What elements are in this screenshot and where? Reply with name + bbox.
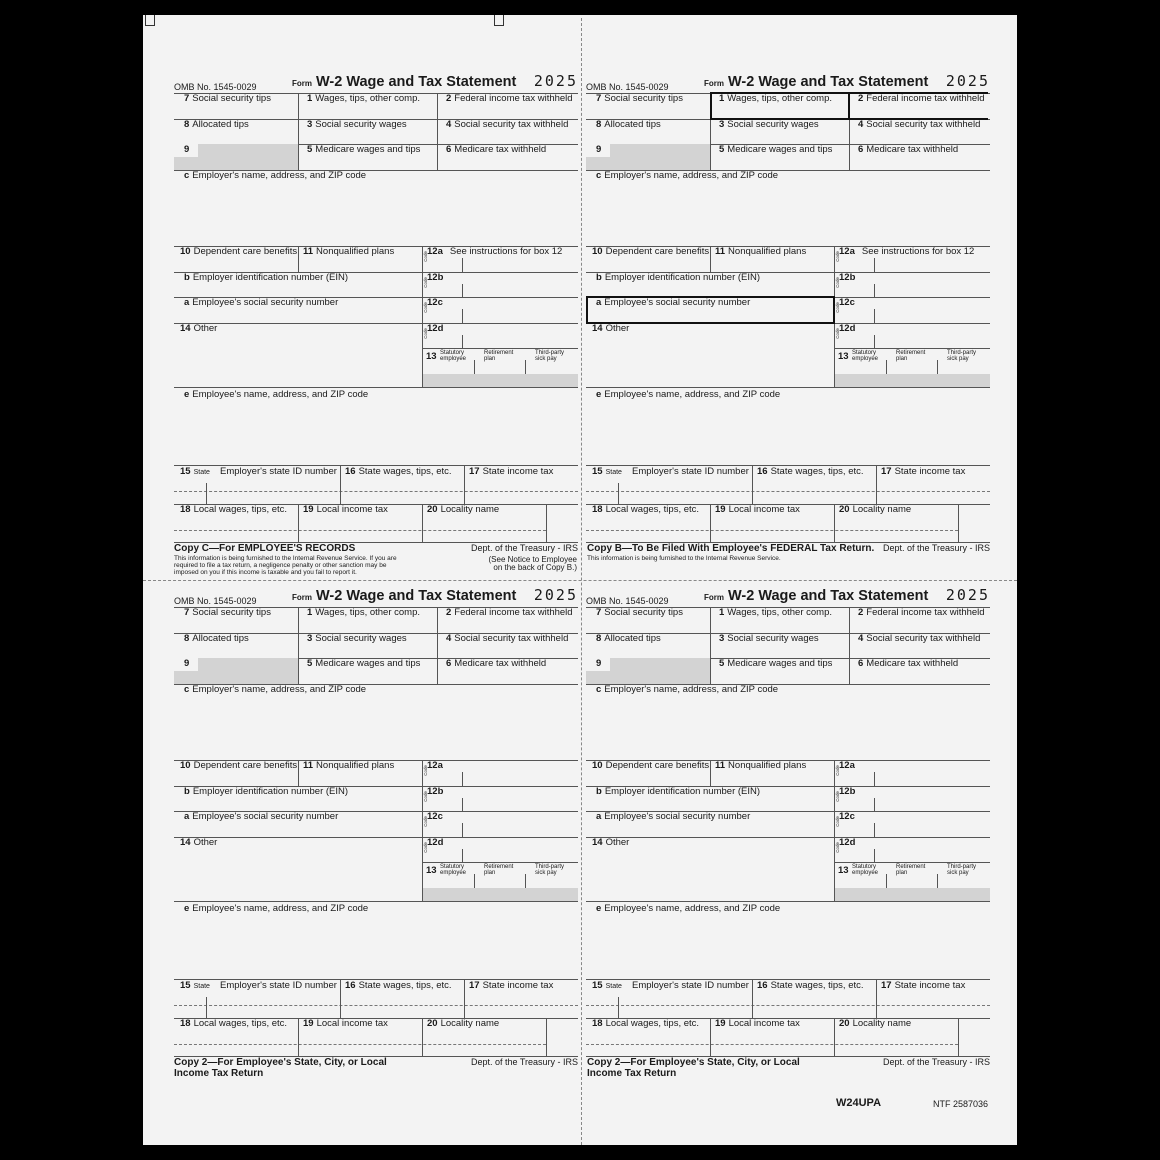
box-12d[interactable]: 12d [427,837,444,848]
box-13: 13 [838,865,849,876]
horizontal-perforation [143,580,1017,581]
box-8-allocated-tips[interactable]: 8 Allocated tips [596,119,661,130]
box-13-statutory-employee-checkbox[interactable]: Statutory employee [440,864,467,876]
box-15-employer-state-id[interactable]: Employer's state ID number [632,980,749,991]
box-e-employee-name-address[interactable]: e Employee's name, address, and ZIP code [184,903,369,914]
box-10-dependent-care[interactable]: 10 Dependent care benefits [592,246,710,257]
copy-b-federal [586,72,990,578]
box-a-employee-ssn[interactable]: a Employee's social security number [184,811,339,822]
box-19-local-income-tax[interactable]: 19 Local income tax [303,504,388,515]
code-label: Code [835,791,840,802]
ntf-number: NTF 2587036 [933,1099,989,1109]
box-2-federal-tax-withheld[interactable]: 2 Federal income tax withheld [446,93,573,104]
copy-c-fine-2: required to file a tax return, a negligence penalty or other sanction may be [174,562,387,569]
box-13-shade [835,888,990,901]
box-7-social-security-tips[interactable]: 7 Social security tips [184,93,271,104]
box-13-retirement-plan-checkbox[interactable]: Retirement plan [484,864,514,876]
box-10-dependent-care[interactable]: 10 Dependent care benefits [180,246,298,257]
box-1-wages[interactable]: 1 Wages, tips, other comp. [307,607,421,618]
box-17-state-income-tax[interactable]: 17 State income tax [881,466,966,477]
dept-treasury: Dept. of the Treasury - IRS [470,543,578,553]
box-11-nonqualified-plans[interactable]: 11 Nonqualified plans [303,246,395,257]
box-11-nonqualified-plans[interactable]: 11 Nonqualified plans [715,760,807,771]
box-8-allocated-tips[interactable]: 8 Allocated tips [184,119,249,130]
box-11-nonqualified-plans[interactable]: 11 Nonqualified plans [715,246,807,257]
copy-b-fine-1: This information is being furnished to the Internal Revenue Service. [587,555,781,562]
box-5-medicare-wages[interactable]: 5 Medicare wages and tips [307,658,421,669]
copy-b-title: Copy B—To Be Filed With Employee's FEDERAL Tax Return. [587,543,875,554]
box-13-shade [423,888,578,901]
box-4-ss-tax-withheld[interactable]: 4 Social security tax withheld [446,633,569,644]
code-label: Code [423,302,428,313]
box-2-federal-tax-withheld[interactable]: 2 Federal income tax withheld [446,607,573,618]
box-5-medicare-wages[interactable]: 5 Medicare wages and tips [307,144,421,155]
box-12b[interactable]: 12b [839,786,856,797]
box-16-state-wages[interactable]: 16 State wages, tips, etc. [757,980,864,991]
perforation-tick-left [145,15,155,26]
box-4-ss-tax-withheld[interactable]: 4 Social security tax withheld [446,119,569,130]
omb-number: OMB No. 1545-0029 [586,596,669,606]
box-12d[interactable]: 12d [839,837,856,848]
box-a-employee-ssn[interactable]: a Employee's social security number [184,297,339,308]
box-b-ein[interactable]: b Employer identification number (EIN) [596,786,761,797]
box-14-other[interactable]: 14 Other [180,323,218,334]
form-title: Form W-2 Wage and Tax Statement [704,74,929,90]
vertical-perforation [581,18,582,1145]
box-13-statutory-employee-checkbox[interactable]: Statutory employee [440,350,467,362]
copy-c-employee-records [174,72,578,578]
box-c-employer-name-address[interactable]: c Employer's name, address, and ZIP code [184,684,367,695]
box-3-ss-wages[interactable]: 3 Social security wages [307,119,407,130]
form-title: Form W-2 Wage and Tax Statement [704,588,929,604]
box-10-dependent-care[interactable]: 10 Dependent care benefits [180,760,298,771]
box-1-wages[interactable]: 1 Wages, tips, other comp. [719,93,833,104]
form-code: W24UPA [836,1097,882,1109]
box-15-state[interactable]: 15 State [180,980,210,991]
copy-2-right-title-1: Copy 2—For Employee's State, City, or Local [587,1057,800,1068]
box-14-other[interactable]: 14 Other [180,837,218,848]
box-18-local-wages[interactable]: 18 Local wages, tips, etc. [180,1018,288,1029]
box-a-employee-ssn[interactable]: a Employee's social security number [596,297,751,308]
box-2-federal-tax-withheld[interactable]: 2 Federal income tax withheld [858,607,985,618]
form-title: Form W-2 Wage and Tax Statement [292,588,517,604]
box-14-other[interactable]: 14 Other [592,323,630,334]
box-13-retirement-plan-checkbox[interactable]: Retirement plan [484,350,514,362]
box-5-medicare-wages[interactable]: 5 Medicare wages and tips [719,658,833,669]
box-12a[interactable]: 12a See instructions for box 12 [839,246,975,257]
tax-year: 2025 [945,586,990,604]
box-6-medicare-tax[interactable]: 6 Medicare tax withheld [446,658,547,669]
box-3-ss-wages[interactable]: 3 Social security wages [719,633,819,644]
code-label: Code [423,277,428,288]
box-2-federal-tax-withheld[interactable]: 2 Federal income tax withheld [858,93,985,104]
code-label: Code [423,251,428,262]
box-18-local-wages[interactable]: 18 Local wages, tips, etc. [592,504,700,515]
box-9[interactable]: 9 [596,144,602,155]
box-12c[interactable]: 12c [839,297,855,308]
box-5-medicare-wages[interactable]: 5 Medicare wages and tips [719,144,833,155]
box-c-employer-name-address[interactable]: c Employer's name, address, and ZIP code [184,170,367,181]
box-13-third-party-sick-pay-checkbox[interactable]: Third-party sick pay [535,864,565,876]
tax-year: 2025 [533,586,578,604]
box-15-state[interactable]: 15 State [592,980,622,991]
box-12b[interactable]: 12b [839,272,856,283]
code-label: Code [423,791,428,802]
box-b-ein[interactable]: b Employer identification number (EIN) [184,272,349,283]
box-15-state[interactable]: 15 State [592,466,622,477]
box-17-state-income-tax[interactable]: 17 State income tax [469,980,554,991]
copy-c-fine-3: imposed on you if this income is taxable and you fail to report it. [174,569,357,576]
copy-c-title: Copy C—For EMPLOYEE'S RECORDS [174,543,356,554]
code-label: Code [835,328,840,339]
box-7-social-security-tips[interactable]: 7 Social security tips [596,93,683,104]
box-13-statutory-employee-checkbox[interactable]: Statutory employee [852,350,879,362]
box-12d[interactable]: 12d [839,323,856,334]
box-13-third-party-sick-pay-checkbox[interactable]: Third-party sick pay [947,864,977,876]
box-e-employee-name-address[interactable]: e Employee's name, address, and ZIP code [596,389,781,400]
box-13-shade [835,374,990,387]
box-13-third-party-sick-pay-checkbox[interactable]: Third-party sick pay [535,350,565,362]
box-c-employer-name-address[interactable]: c Employer's name, address, and ZIP code [596,684,779,695]
code-label: Code [835,302,840,313]
box-4-ss-tax-withheld[interactable]: 4 Social security tax withheld [858,119,981,130]
box-13-retirement-plan-checkbox[interactable]: Retirement plan [896,350,926,362]
copy-2-left-title-1: Copy 2—For Employee's State, City, or Local [174,1057,387,1068]
box-1-wages[interactable]: 1 Wages, tips, other comp. [719,607,833,618]
box-7-social-security-tips[interactable]: 7 Social security tips [184,607,271,618]
box-7-social-security-tips[interactable]: 7 Social security tips [596,607,683,618]
dept-treasury: Dept. of the Treasury - IRS [470,1057,578,1067]
dept-treasury: Dept. of the Treasury - IRS [882,543,990,553]
box-19-local-income-tax[interactable]: 19 Local income tax [715,504,800,515]
box-11-nonqualified-plans[interactable]: 11 Nonqualified plans [303,760,395,771]
box-b-ein[interactable]: b Employer identification number (EIN) [184,786,349,797]
box-20-locality-name[interactable]: 20 Locality name [427,1018,500,1029]
box-17-state-income-tax[interactable]: 17 State income tax [469,466,554,477]
tax-year: 2025 [533,72,578,90]
box-18-local-wages[interactable]: 18 Local wages, tips, etc. [592,1018,700,1029]
box-10-dependent-care[interactable]: 10 Dependent care benefits [592,760,710,771]
code-label: Code [835,816,840,827]
copy-2-state-left [174,586,578,1092]
box-17-state-income-tax[interactable]: 17 State income tax [881,980,966,991]
box-13: 13 [426,351,437,362]
copy-c-notice-1: (See Notice to Employee [488,555,577,564]
copy-b-highlight-box-a [586,296,835,324]
box-3-ss-wages[interactable]: 3 Social security wages [307,633,407,644]
box-3-ss-wages[interactable]: 3 Social security wages [719,119,819,130]
box-18-local-wages[interactable]: 18 Local wages, tips, etc. [180,504,288,515]
dept-treasury: Dept. of the Treasury - IRS [882,1057,990,1067]
copy-c-fine-1: This information is being furnished to the Internal Revenue Service. If you are [174,555,397,562]
box-14-other[interactable]: 14 Other [592,837,630,848]
code-label: Code [835,765,840,776]
box-e-employee-name-address[interactable]: e Employee's name, address, and ZIP code [596,903,781,914]
box-e-employee-name-address[interactable]: e Employee's name, address, and ZIP code [184,389,369,400]
box-15-employer-state-id[interactable]: Employer's state ID number [220,466,337,477]
omb-number: OMB No. 1545-0029 [586,82,669,92]
box-12a[interactable]: 12a [839,760,855,771]
box-19-local-income-tax[interactable]: 19 Local income tax [303,1018,388,1029]
copy-2-right-title-2: Income Tax Return [587,1068,677,1079]
code-label: Code [423,842,428,853]
box-b-ein[interactable]: b Employer identification number (EIN) [596,272,761,283]
code-label: Code [835,251,840,262]
tax-year: 2025 [945,72,990,90]
code-label: Code [423,328,428,339]
perforation-tick-middle [494,15,504,26]
omb-number: OMB No. 1545-0029 [174,596,257,606]
copy-2-state-right [586,586,990,1092]
copy-2-left-title-2: Income Tax Return [174,1068,264,1079]
box-8-allocated-tips[interactable]: 8 Allocated tips [596,633,661,644]
box-c-employer-name-address[interactable]: c Employer's name, address, and ZIP code [596,170,779,181]
box-13: 13 [426,865,437,876]
box-15-employer-state-id[interactable]: Employer's state ID number [220,980,337,991]
box-20-locality-name[interactable]: 20 Locality name [839,504,912,515]
box-12c[interactable]: 12c [839,811,855,822]
box-12b[interactable]: 12b [427,272,444,283]
box-15-employer-state-id[interactable]: Employer's state ID number [632,466,749,477]
box-12d[interactable]: 12d [427,323,444,334]
box-13-third-party-sick-pay-checkbox[interactable]: Third-party sick pay [947,350,977,362]
box-13-shade [423,374,578,387]
box-9[interactable]: 9 [184,144,190,155]
box-19-local-income-tax[interactable]: 19 Local income tax [715,1018,800,1029]
box-13-retirement-plan-checkbox[interactable]: Retirement plan [896,864,926,876]
box-20-locality-name[interactable]: 20 Locality name [839,1018,912,1029]
box-16-state-wages[interactable]: 16 State wages, tips, etc. [345,466,452,477]
box-12a[interactable]: 12a See instructions for box 12 [427,246,563,257]
box-12a[interactable]: 12a [427,760,443,771]
box-15-state[interactable]: 15 State [180,466,210,477]
copy-c-notice-2: on the back of Copy B.) [493,563,577,572]
box-4-ss-tax-withheld[interactable]: 4 Social security tax withheld [858,633,981,644]
code-label: Code [835,277,840,288]
box-12c[interactable]: 12c [427,297,443,308]
omb-number: OMB No. 1545-0029 [174,82,257,92]
box-12b[interactable]: 12b [427,786,444,797]
box-a-employee-ssn[interactable]: a Employee's social security number [596,811,751,822]
box-9[interactable]: 9 [596,658,602,669]
box-16-state-wages[interactable]: 16 State wages, tips, etc. [345,980,452,991]
form-title: Form W-2 Wage and Tax Statement [292,74,517,90]
box-12c[interactable]: 12c [427,811,443,822]
box-16-state-wages[interactable]: 16 State wages, tips, etc. [757,466,864,477]
box-6-medicare-tax[interactable]: 6 Medicare tax withheld [858,658,959,669]
box-1-wages[interactable]: 1 Wages, tips, other comp. [307,93,421,104]
box-20-locality-name[interactable]: 20 Locality name [427,504,500,515]
box-9[interactable]: 9 [184,658,190,669]
box-8-allocated-tips[interactable]: 8 Allocated tips [184,633,249,644]
code-label: Code [423,816,428,827]
box-6-medicare-tax[interactable]: 6 Medicare tax withheld [446,144,547,155]
code-label: Code [423,765,428,776]
box-13-statutory-employee-checkbox[interactable]: Statutory employee [852,864,879,876]
box-13: 13 [838,351,849,362]
box-6-medicare-tax[interactable]: 6 Medicare tax withheld [858,144,959,155]
code-label: Code [835,842,840,853]
